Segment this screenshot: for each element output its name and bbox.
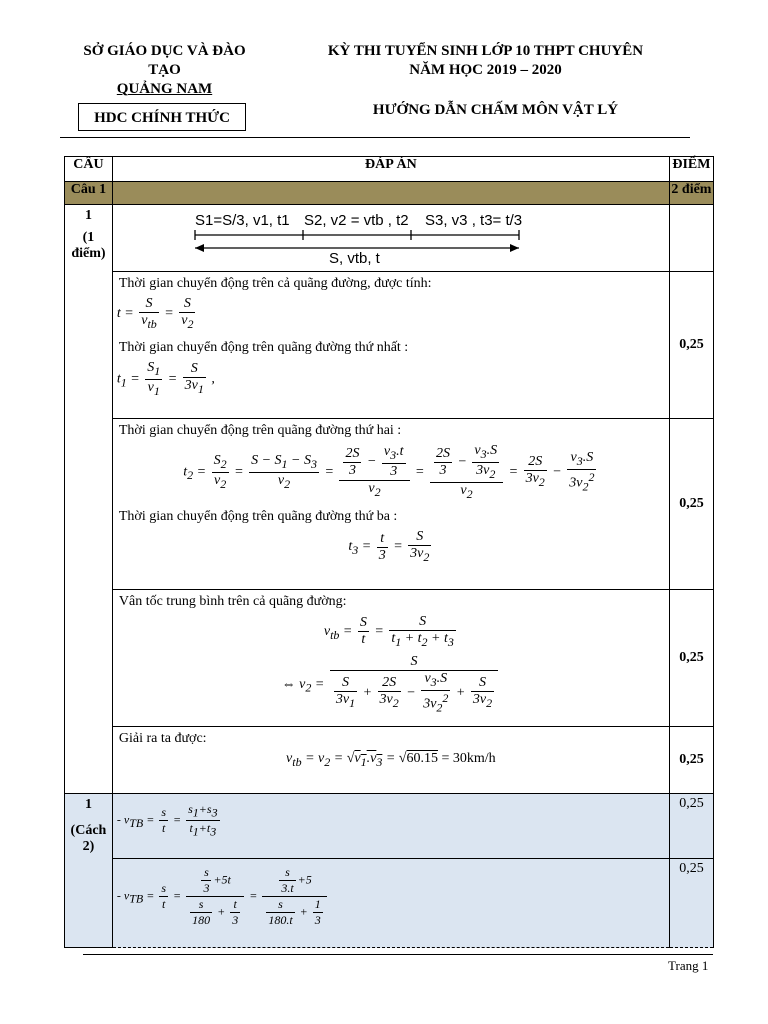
diagram-seg2: S2, v2 = vtb , t2 bbox=[303, 212, 409, 229]
result-value: = 30km/h bbox=[441, 751, 496, 766]
footer-divider bbox=[83, 954, 713, 955]
eq-v2: ⇔ $v_2$ = S $\frac{S}{3v_1}$ + $\frac{2S}{3v_2}$ − $\frac{v_3.S}{3v_2^2}$ + $\frac{S}{3v_2}$ bbox=[113, 654, 669, 715]
col-score-header: ĐIỂM bbox=[669, 157, 713, 182]
department-header bbox=[62, 42, 267, 99]
table-header-row bbox=[65, 157, 714, 182]
col-answer-header: ĐÁP ÁN bbox=[112, 157, 669, 182]
eq-t2: $t_2$ = $\frac{S_2}{v_2}$ = $\frac{S - S_1 - S_3}{v_2}$ = $\frac{2S}{3}$ − $\frac{v_3.t}{3}$ $v_2$ = $\frac{2S}{3}$ − $\frac{v_3.S}{3v_2}$ $v_2$ = $\frac{2S}{3v_2}$ − $\frac{v_3.S}{3v_2^2}$ bbox=[183, 443, 595, 501]
dept-line-1: SỞ GIÁO DỤC VÀ ĐÀO bbox=[83, 43, 246, 59]
row2-text2: Thời gian chuyển động trên quãng đường thứ ba : bbox=[118, 509, 398, 525]
diagram-row bbox=[65, 205, 714, 272]
eq-result: $v_{tb} = v_2 = √v_1.v_3 = √60.15 = 30km/h$ bbox=[286, 751, 496, 769]
alt-score-1: 0,25 bbox=[669, 794, 713, 859]
answer-table bbox=[64, 156, 714, 948]
exam-year: NĂM HỌC 2019 – 2020 bbox=[409, 62, 562, 78]
question-number: 1 bbox=[84, 208, 92, 223]
row4-text1: Giải ra ta được: bbox=[118, 731, 207, 746]
row3-score: 0,25 bbox=[669, 590, 713, 727]
alt-label: (Cách 2) bbox=[70, 823, 107, 854]
alt-question-cell bbox=[65, 794, 113, 948]
eq-t3: $t_3$ = $\frac{t}{3}$ = $\frac{S}{3v_2}$ bbox=[348, 529, 430, 565]
diagram-seg1: S1=S/3, v1, t1 bbox=[194, 212, 290, 229]
dept-line-2: TẠO bbox=[148, 62, 181, 78]
row1-text1: Thời gian chuyển động trên cả quãng đường, được tính: bbox=[118, 276, 432, 291]
question-cell bbox=[65, 205, 113, 794]
exam-header bbox=[298, 42, 673, 80]
alt-eq-1: - $v_{TB}$ = $\frac{s}{t}$ = $\frac{s_1+s_3}{t_1+t_3}$ bbox=[116, 802, 218, 839]
row1-text2: Thời gian chuyển động trên quãng đường thứ nhất : bbox=[118, 339, 409, 355]
answer-row-4 bbox=[65, 727, 714, 794]
exam-title: KỲ THI TUYỂN SINH LỚP 10 THPT CHUYÊN bbox=[327, 43, 644, 59]
answer-row-2 bbox=[65, 419, 714, 590]
answer-row-1 bbox=[65, 272, 714, 419]
dept-line-3: QUẢNG NAM bbox=[116, 81, 213, 97]
motion-diagram bbox=[179, 205, 669, 269]
row4-score: 0,25 bbox=[669, 727, 713, 794]
header-divider bbox=[60, 137, 690, 138]
question-points: (1 điểm) bbox=[71, 230, 106, 261]
row3-text1: Vân tốc trung bình trên cả quãng đường: bbox=[118, 594, 347, 609]
diagram-seg3: S3, v3 , t3= t/3 bbox=[424, 212, 523, 229]
section-points: 2 điểm bbox=[669, 182, 713, 205]
answer-row-3 bbox=[65, 590, 714, 727]
row2-text1: Thời gian chuyển động trên quãng đường thứ hai : bbox=[118, 423, 402, 438]
row2-score: 0,25 bbox=[669, 419, 713, 590]
eq-t1: $t_1$ = $\frac{S_1}{v_1}$ = $\frac{S}{3v_1}$ , bbox=[116, 359, 215, 398]
subject-title: HƯỚNG DẪN CHẤM MÔN VẬT LÝ bbox=[372, 102, 619, 118]
alt-score-2: 0,25 bbox=[669, 859, 713, 948]
eq-total-time: t = $\frac{S}{v_{tb}}$ = $\frac{S}{v_2}$ bbox=[116, 296, 194, 331]
alt-row-2 bbox=[65, 859, 714, 948]
alt-eq-2: - $v_{TB}$ = $\frac{s}{t}$ = $\frac{s}{3}$ +5t $\frac{s}{180}$ + $\frac{t}{3}$ = $\frac{s}{3.t}$ +5 $\frac{s}{180.t}$ + $\frac{1}{3}$ bbox=[117, 865, 669, 928]
section-row bbox=[65, 182, 714, 205]
section-label: Câu 1 bbox=[65, 182, 113, 205]
diagram-total: S, vtb, t bbox=[328, 250, 380, 267]
alt-number: 1 bbox=[84, 797, 92, 812]
official-badge: HDC CHÍNH THỨC bbox=[78, 103, 246, 131]
row1-score: 0,25 bbox=[669, 272, 713, 419]
page-number: Trang 1 bbox=[668, 958, 709, 973]
eq-vtb: $v_{tb}$ = $\frac{S}{t}$ = $\frac{S}{t_1 + t_2 + t_3}$ bbox=[323, 614, 454, 649]
alt-row-1 bbox=[65, 794, 714, 859]
col-question-header: CÂU bbox=[65, 157, 113, 182]
